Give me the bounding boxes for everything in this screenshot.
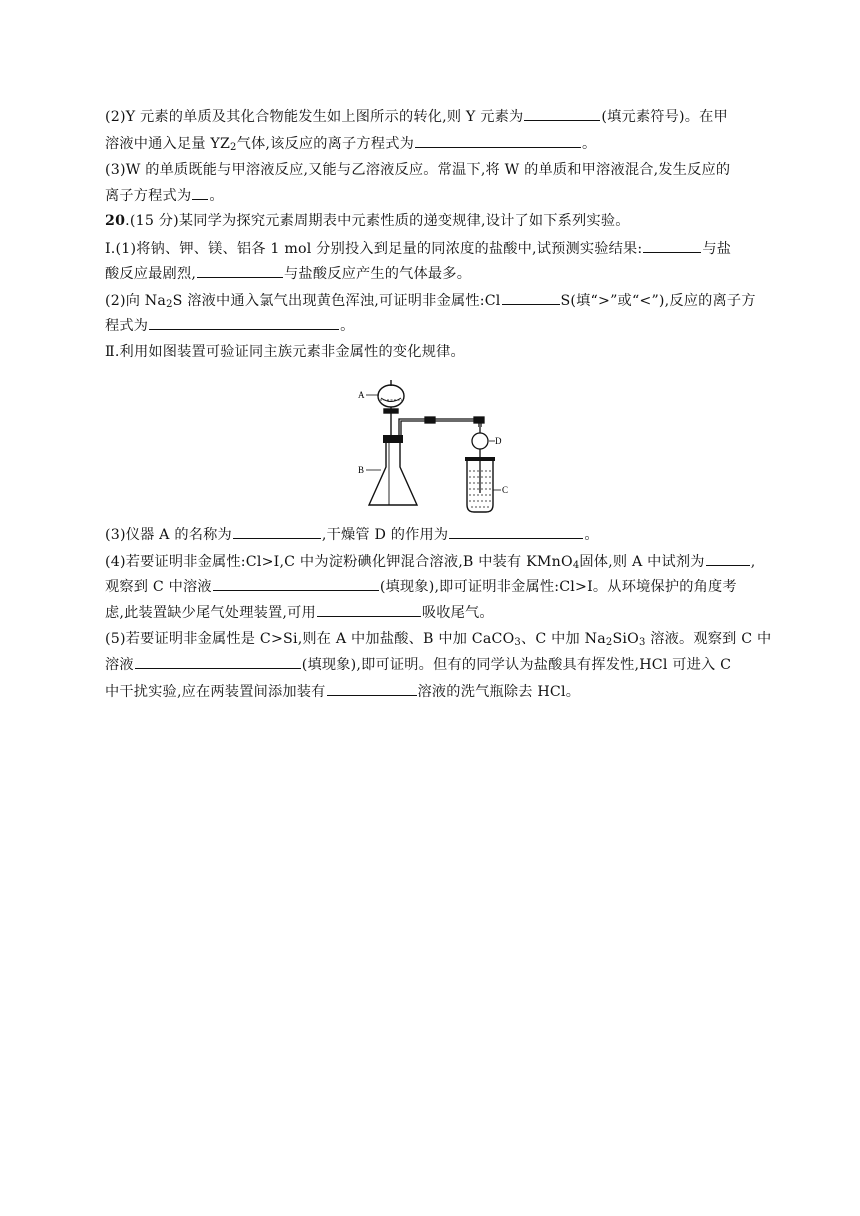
text-segment: (填现象),即可证明。但有的同学认为盐酸具有挥发性,HCl 可进入 C: [301, 657, 732, 673]
text-segment: 中干扰实验,应在两装置间添加装有: [105, 684, 326, 700]
text-segment: 溶液。观察到 C 中: [645, 631, 772, 647]
text-line: [105, 131, 755, 156]
text-segment: 吸收尾气。: [421, 605, 494, 621]
answer-blank[interactable]: [502, 288, 560, 305]
text-segment: 程式为: [105, 318, 149, 334]
text-segment: 离子方程式为: [105, 188, 192, 204]
text-line: [105, 679, 755, 704]
text-line: [105, 522, 755, 547]
conical-flask: [369, 443, 417, 505]
answer-blank[interactable]: [449, 522, 583, 539]
text-line: [105, 652, 755, 677]
text-segment: 。: [209, 188, 224, 204]
text-segment: 溶液: [105, 657, 134, 673]
answer-blank[interactable]: [327, 679, 417, 696]
subscript: 3: [514, 637, 521, 648]
text-line: [105, 183, 755, 208]
text-segment: SiO: [612, 631, 639, 647]
text-segment: ,干燥管 D 的作用为: [321, 527, 449, 543]
label-c: C: [502, 485, 509, 495]
text-line: [105, 236, 755, 261]
text-line: [105, 600, 755, 625]
subscript: 4: [572, 560, 580, 571]
text-line: [105, 574, 755, 599]
answer-blank[interactable]: [643, 236, 701, 253]
text-line: [105, 549, 755, 574]
text-line: [105, 340, 755, 364]
text-segment: 。: [581, 136, 597, 152]
subscript: 2: [230, 142, 237, 153]
text-segment: S(填“>”或“<”),反应的离子方: [560, 293, 756, 309]
apparatus-figure: [355, 375, 515, 515]
text-segment: 酸反应最剧烈,: [105, 266, 197, 282]
text-segment: Ⅱ.利用如图装置可验证同主族元素非金属性的变化规律。: [105, 344, 465, 360]
answer-blank[interactable]: [135, 652, 301, 669]
text-segment: (填现象),即可证明非金属性:Cl>I。从环境保护的角度考: [379, 579, 737, 595]
label-b: B: [358, 465, 365, 475]
text-segment: 与盐: [702, 241, 732, 257]
answer-blank[interactable]: [524, 104, 600, 121]
text-segment: (2)Y 元素的单质及其化合物能发生如上图所示的转化,则 Y 元素为: [105, 109, 524, 125]
answer-blank[interactable]: [149, 313, 339, 330]
text-segment: 与盐酸反应产生的气体最多。: [284, 266, 472, 282]
text-segment: 溶液中通入足量 YZ: [105, 136, 231, 152]
text-segment: 观察到 C 中溶液: [105, 579, 212, 595]
text-segment: (4)若要证明非金属性:Cl>I,C 中为淀粉碘化钾混合溶液,B 中装有 KMnO: [105, 554, 573, 570]
answer-blank[interactable]: [317, 600, 421, 617]
subscript: 3: [638, 637, 646, 648]
text-line: [105, 261, 755, 286]
subscript: 2: [605, 637, 613, 648]
text-segment: Ⅰ.(1)将钠、钾、镁、铝各 1 mol 分别投入到足量的同浓度的盐酸中,试预测实验结果:: [105, 241, 643, 257]
answer-blank[interactable]: [415, 131, 581, 148]
text-segment: (3)W 的单质既能与甲溶液反应,又能与乙溶液反应。常温下,将 W 的单质和甲溶液混合,发生反应的: [105, 162, 731, 178]
text-segment: .(15 分)某同学为探究元素周期表中元素性质的递变规律,设计了如下系列实验。: [125, 213, 630, 229]
text-line: [105, 104, 755, 129]
text-segment: 虑,此装置缺少尾气处理装置,可用: [105, 605, 316, 621]
text-line: [105, 209, 755, 233]
label-a: A: [358, 390, 365, 400]
answer-blank[interactable]: [706, 549, 750, 566]
text-line: [105, 158, 755, 182]
text-segment: 。: [340, 318, 355, 334]
text-segment: (填元素符号)。在甲: [601, 109, 728, 125]
text-segment: 气体,该反应的离子方程式为: [236, 136, 414, 152]
text-segment: 。: [584, 527, 599, 543]
text-segment: (2)向 Na: [105, 293, 167, 309]
text-segment: ,: [750, 554, 756, 570]
label-d: D: [495, 436, 502, 446]
text-segment: S 溶液中通入氯气出现黄色浑浊,可证明非金属性:Cl: [172, 293, 501, 309]
answer-blank[interactable]: [192, 183, 208, 200]
text-segment: 固体,则 A 中试剂为: [579, 554, 705, 570]
answer-blank[interactable]: [233, 522, 321, 539]
text-segment: (3)仪器 A 的名称为: [105, 527, 232, 543]
text-segment: 、C 中加 Na: [520, 631, 606, 647]
text-line: [105, 288, 755, 313]
separatory-funnel: [378, 380, 404, 439]
text-segment: 溶液的洗气瓶除去 HCl。: [417, 684, 581, 700]
text-segment: (5)若要证明非金属性是 C>Si,则在 A 中加盐酸、B 中加 CaCO: [105, 631, 515, 647]
subscript: 2: [166, 299, 173, 310]
answer-blank[interactable]: [197, 261, 283, 278]
answer-blank[interactable]: [213, 574, 379, 591]
text-line: [105, 627, 772, 651]
question-number: 20: [105, 213, 126, 229]
text-line: [105, 313, 755, 338]
